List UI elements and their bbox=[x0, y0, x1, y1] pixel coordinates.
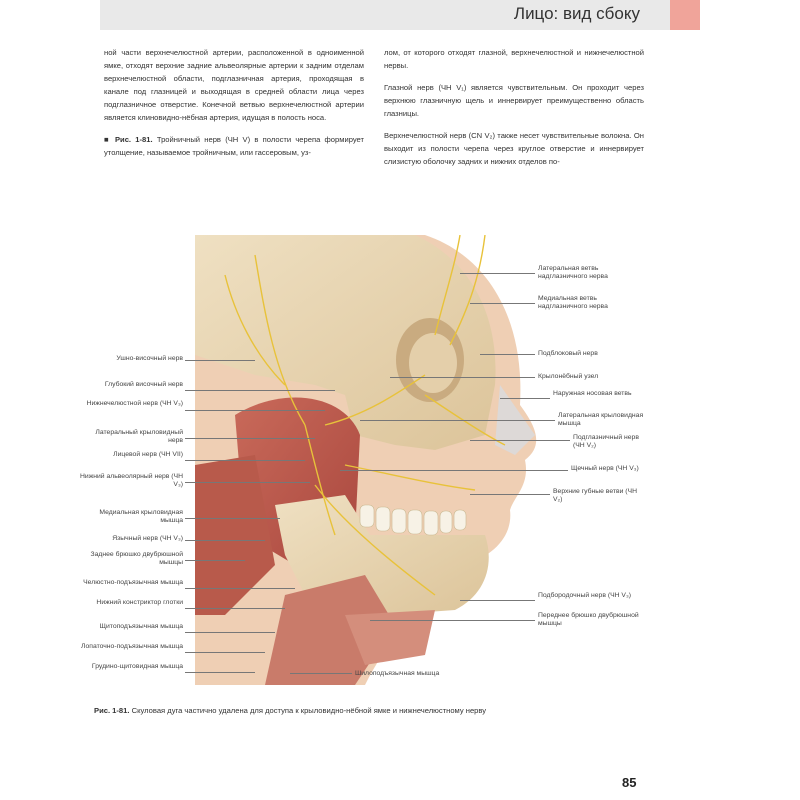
label-mental-nerve: Подбородочный нерв (ЧН V₃) bbox=[538, 592, 631, 599]
label-stylohyoid-muscle: Шилоподъязычная мышца bbox=[355, 670, 440, 677]
label-lateral-pterygoid-muscle: Латеральная крыловидная мышца bbox=[558, 412, 644, 428]
label-mylohyoid-muscle: Челюстно-подъязычная мышца bbox=[83, 579, 183, 586]
right-paragraph-1: лом, от которого отходят глазной, верхнечелюстной и нижнечелюстной нервы. bbox=[384, 48, 644, 70]
label-supraorbital-lateral: Латеральная ветвь надглазничного нерва bbox=[538, 265, 608, 281]
left-text-column bbox=[104, 46, 364, 168]
left-paragraph-1: ной части верхнечелюстной артерии, расположенной в одноименной ямке, отходят верхние задние альвеолярные артерии к задним отделам верхнечелюстной области, подглазничная артерия, проходящая в канале под глазницей и выходящая в средней области лица через подглазничное отверстие. Конечной ветвью верхнечелюстной артерии является клиновидно-нёбная артерия, идущая в полость носа. bbox=[104, 48, 364, 122]
label-omohyoid-muscle: Лопаточно-подъязычная мышца bbox=[81, 643, 183, 650]
label-auriculotemporal-nerve: Ушно-височный нерв bbox=[116, 355, 183, 362]
right-text-column bbox=[384, 46, 644, 177]
label-lateral-pterygoid-nerve: Латеральный крыловидный нерв bbox=[95, 429, 183, 445]
section-title: Лицо: вид сбоку bbox=[513, 4, 640, 23]
label-posterior-digastric: Заднее брюшко двубрюшной мышцы bbox=[90, 551, 183, 567]
label-deep-temporal-nerve: Глубокий височный нерв bbox=[104, 381, 183, 388]
label-anterior-digastric: Переднее брюшко двубрюшной мышцы bbox=[538, 612, 639, 628]
label-superior-labial-branches: Верхние губные ветви (ЧН V₂) bbox=[553, 488, 637, 504]
right-paragraph-3: Верхнечелюстной нерв (CN V₂) также несет чувствительные волокна. Он выходит из полости черепа через круглое отверстие и иннервирует слизистую оболочку задних и нижних отделов по- bbox=[384, 131, 644, 166]
label-external-nasal-branch: Наружная носовая ветвь bbox=[553, 390, 632, 397]
caption-text: Скуловая дуга частично удалена для доступа к крыловидно-нёбной ямке и нижнечелюстному нерву bbox=[129, 706, 487, 715]
left-paragraph-2 bbox=[104, 133, 364, 159]
header-accent-tab bbox=[670, 0, 700, 30]
label-medial-pterygoid-muscle: Медиальная крыловидная мышца bbox=[99, 509, 183, 525]
label-infraorbital-nerve: Подглазничный нерв (ЧН V₂) bbox=[573, 434, 639, 450]
caption-ref: Рис. 1-81. bbox=[94, 706, 130, 715]
label-lingual-nerve: Язычный нерв (ЧН V₃) bbox=[112, 535, 183, 542]
left-paragraph-2-text: Тройничный нерв (ЧН V) в полости черепа формирует утолщение, называемое тройничным, или гассеровым, уз- bbox=[104, 135, 364, 157]
label-inferior-constrictor: Нижний констриктор глотки bbox=[96, 599, 183, 606]
label-buccal-nerve: Щечный нерв (ЧН V₃) bbox=[571, 465, 639, 472]
figure-reference: ■ Рис. 1-81. bbox=[104, 135, 153, 144]
page-number: 85 bbox=[622, 775, 637, 790]
page-header bbox=[100, 0, 700, 30]
label-thyrohyoid-muscle: Щитоподъязычная мышца bbox=[99, 623, 183, 630]
label-facial-nerve: Лицевой нерв (ЧН VII) bbox=[113, 451, 183, 458]
label-mandibular-nerve: Нижнечелюстной нерв (ЧН V₃) bbox=[86, 400, 183, 407]
figure-caption bbox=[94, 705, 534, 716]
label-infratrochlear-nerve: Подблоковый нерв bbox=[538, 350, 598, 357]
label-sternothyroid-muscle: Грудино-щитовидная мышца bbox=[91, 663, 183, 670]
label-supraorbital-medial: Медиальная ветвь надглазничного нерва bbox=[538, 295, 608, 311]
label-pterygopalatine-ganglion: Крылонёбный узел bbox=[538, 373, 599, 380]
right-paragraph-2: Глазной нерв (ЧН V₁) является чувствительным. Он проходит через верхнюю глазничную щель и иннервирует преимущественно область глазницы. bbox=[384, 83, 644, 118]
label-inferior-alveolar-nerve: Нижний альвеолярный нерв (ЧН V₃) bbox=[80, 473, 183, 489]
